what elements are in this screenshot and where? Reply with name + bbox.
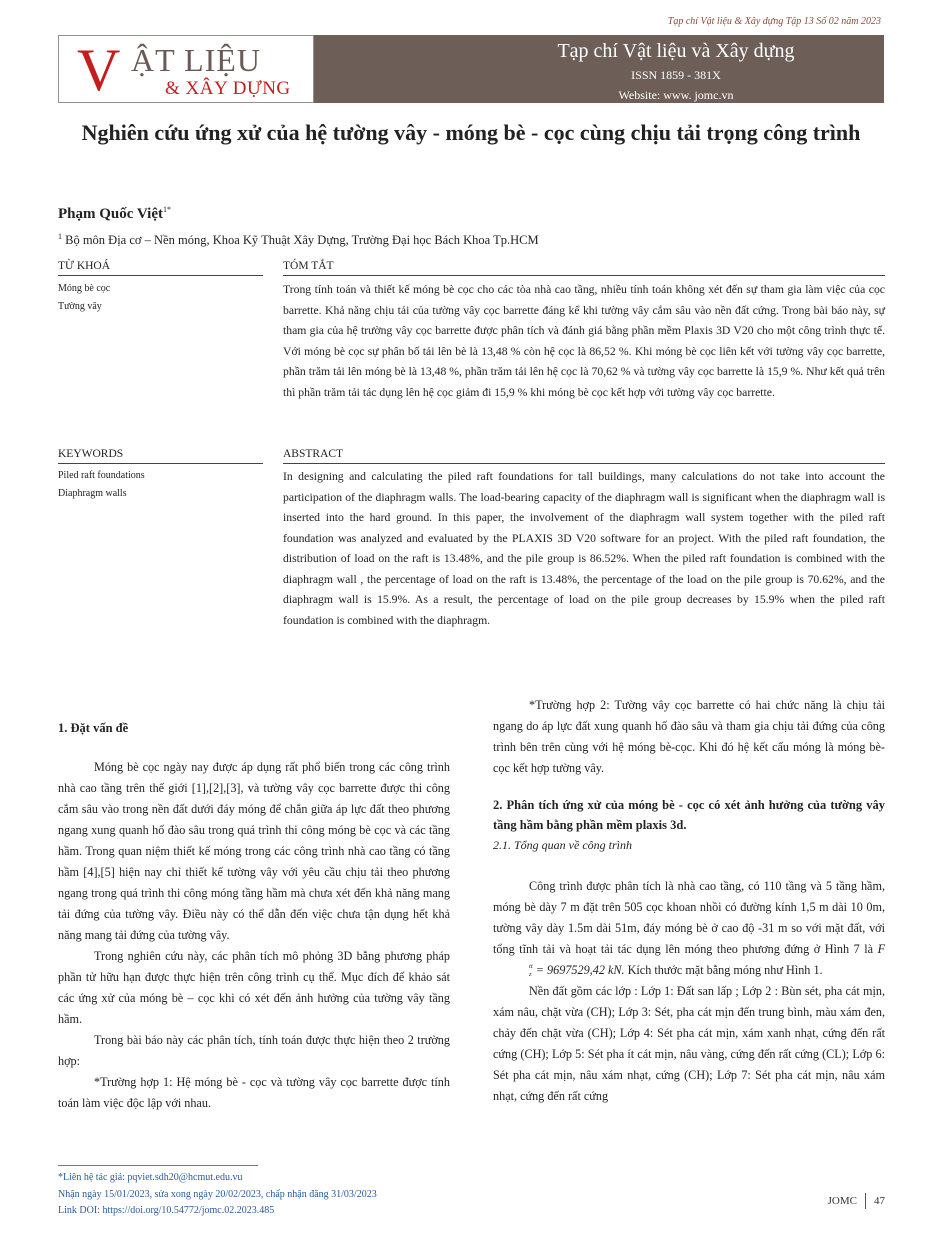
subsection-2-1-heading: 2.1. Tổng quan về công trình xyxy=(493,838,632,852)
keywords-en-heading: KEYWORDS xyxy=(58,448,263,464)
running-head: Tạp chí Vật liệu & Xây dựng Tập 13 Số 02 năm 2023 xyxy=(667,16,881,27)
affiliation-text: Bộ môn Địa cơ – Nền móng, Khoa Kỹ Thuật Xây Dựng, Trường Đại học Bách Khoa Tp.HCM xyxy=(65,233,539,248)
logo-sub-text: & XÂY DỰNG xyxy=(165,78,291,99)
keyword-item: Diaphragm walls xyxy=(58,488,127,499)
keyword-item: Tường vây xyxy=(58,301,102,312)
paragraph xyxy=(493,876,885,981)
left-column xyxy=(58,718,450,1114)
received-dates: Nhận ngày 15/01/2023, sửa xong ngày 20/02/2023, chấp nhận đăng 31/03/2023 xyxy=(58,1188,377,1200)
author xyxy=(58,205,171,223)
abstract-en-text: In designing and calculating the piled raft foundations for tall buildings, many calculations do not take into account the participation of the diaphragm walls. The load-bearing capacity of the diaphragm wall is significant when the diaphragm wall is inserted into the hard ground. In this paper, the involvement of the diaphragm wall system together with the piled raft foundation was analyzed and evaluated by the PLAXIS 3D V20 software for an project. With the piled raft foundation, the distribution of load on the raft is 13.48%, and the pile group is 86.52%. When the piled raft foundation is combined with the diaphragm wall , the percentage of load on the raft is 13.48%, the percentage of the load on the pile group is 70.62%, and the diaphragm wall is 15.9%. As a result, the percentage of load on the pile group decreases by 15.9% when the piled raft foundation is combined with the diaphragm. xyxy=(283,470,885,627)
keywords-en-list xyxy=(58,467,145,503)
footer-journal: JOMC xyxy=(827,1195,857,1207)
right-column xyxy=(493,695,885,1107)
section-2-heading: 2. Phân tích ứng xử của móng bè - cọc có xét ảnh hưởng của tường vây tầng hầm bằng phần mềm plaxis 3d. xyxy=(493,798,885,832)
affiliation-mark: 1 xyxy=(58,232,62,241)
journal-website: Website: www. jomc.vn xyxy=(618,88,734,102)
summary-vi-heading: TÓM TẮT xyxy=(283,260,885,276)
footer-separator xyxy=(865,1193,866,1209)
author-name: Phạm Quốc Việt xyxy=(58,206,163,222)
abstract-en-heading: ABSTRACT xyxy=(283,448,885,464)
formula-sup: tt xyxy=(529,963,533,971)
paragraph: Nền đất gồm các lớp : Lớp 1: Đất san lấp ; Lớp 2 : Bùn sét, pha cát mịn, xám nâu, chặt vừa (CH); Lớp 3: Sét, pha cát mịn đến trung bình, màu xám đen, chảy đến chặt vừa (CH); Lớp 4: Sét pha cát mịn, xám xanh nhạt, cứng đến rất cứng (CH); Lớp 5: Sét pha ít cát mịn, nâu vàng, cứng đến rất cứng (CL); Lớp 6: Sét pha cát mịn, nâu xám nhạt, cứng (CH); Lớp 7: Sét pha cát mịn, nâu xám nhạt, cứng đến rất cứng xyxy=(493,984,885,1103)
summary-vi-text: Trong tính toán và thiết kế móng bè cọc cho các tòa nhà cao tầng, nhiều tính toán không xét đến sự tham gia làm việc của cọc barrette. Khả năng chịu tải của tường vây cọc barrette đáng kể khi tường vây cắm sâu vào nền đất cứng. Trong bài báo này, sự tham gia của hệ trường vây cọc barrette được phân tích và đánh giá bằng phần mềm Plaxis 3D V20 cho một công trình thực tế. Với móng bè cọc sự phân bố tải lên bè là 13,48 % còn hệ cọc là 86,52 %. Khi móng bè cọc liên kết với tường vây cọc barrette, phần trăm tải lên móng bè là 13,48 %, phần trăm tải lên hệ cọc là 70,62 % và tường vây cọc barrette là 15,9 %. Như kết quả trên thì phần trăm tải tác dụng lên hệ cọc giảm đi 15,9 % khi móng bè cọc kết hợp với tường vây cọc barrette. xyxy=(283,283,885,399)
doi-link[interactable]: Link DOI: https://doi.org/10.54772/jomc.02.2023.485 xyxy=(58,1205,275,1216)
page-footer xyxy=(828,1193,885,1209)
formula-symbol: F xyxy=(877,942,886,956)
journal-logo xyxy=(58,35,314,103)
paragraph: Móng bè cọc ngày nay được áp dụng rất phổ biến trong các công trình nhà cao tầng trên thế giới [1],[2],[3], và tường vây cọc barrette được thi công cắm sâu vào trong nền đất dưới đáy móng để chắn giữa áp lực đất theo phương ngang xung quanh hố đào sâu trong quá trình thi công móng bè cọc và các tầng hầm. Trong quan niệm thiết kế móng trong các công trình nhà cao tầng có tầng hầm [4],[5] hiện nay chỉ thiết kế tường vây với yêu cầu chịu tải theo phương ngang trong quá trình thi công móng tầng hầm mà chưa xét đến khả năng mang tải đứng của tường vây. Điều này có thể dẫn đến việc chưa tận dụng hết khả năng mang tải đứng của tường vây. xyxy=(58,760,450,942)
keywords-vi-heading: TỪ KHOÁ xyxy=(58,260,263,276)
paragraph-text: Kích thước mặt bằng móng như Hình 1. xyxy=(624,963,823,977)
journal-banner xyxy=(58,35,884,103)
journal-name: Tạp chí Vật liệu và Xây dựng xyxy=(557,40,795,62)
keyword-item: Piled raft foundations xyxy=(58,470,145,481)
paper-title: Nghiên cứu ứng xử của hệ tường vây - móng bè - cọc cùng chịu tải trọng công trình xyxy=(81,120,861,145)
journal-issn: ISSN 1859 - 381X xyxy=(631,68,721,82)
keyword-item: Móng bè cọc xyxy=(58,283,111,294)
author-mark: 1* xyxy=(163,205,171,214)
logo-letter: V xyxy=(77,37,121,103)
paragraph-text: Công trình được phân tích là nhà cao tầng, có 110 tầng và 5 tầng hầm, móng bè dày 7 m đặt trên 505 cọc khoan nhồi có đường kính 1,5 m dài 10 0m, tường vây dày 1.5m dài 51m, đáy móng bè ở cao độ -31 m so với mặt đất, với tổng tĩnh tải và hoạt tải tác dụng lên móng theo phương đứng ở Hình 7 là xyxy=(493,879,885,956)
paragraph: *Trường hợp 2: Tường vây cọc barrette có hai chức năng là chịu tải ngang do áp lực đất xung quanh hố đào sâu và tham gia chịu tải đứng của công trình bên trên cùng với hệ móng bè-cọc. Khi đó hệ kết cấu móng là móng bè-cọc kết hợp tường vây. xyxy=(493,698,885,775)
contact-email[interactable]: *Liên hệ tác giả: pqviet.sdh20@hcmut.edu.vu xyxy=(58,1172,243,1183)
footnote-rule xyxy=(58,1165,258,1166)
affiliation xyxy=(58,232,539,248)
paragraph: Trong bài báo này các phân tích, tính toán được thực hiện theo 2 trường hợp: xyxy=(58,1033,450,1068)
footnotes xyxy=(58,1170,377,1220)
formula-value: = 9697529,42 kN. xyxy=(535,963,625,977)
section-1-heading: 1. Đặt vấn đề xyxy=(58,721,129,735)
paragraph: Trong nghiên cứu này, các phân tích mô phỏng 3D bằng phương pháp phần tử hữu hạn được thực hiện trên công trình cụ thể. Mục đích để khảo sát các ứng xử của móng bè – cọc khi có xét đến ảnh hưởng của tường vây tầng hầm. xyxy=(58,949,450,1026)
formula-sub: z xyxy=(529,971,532,979)
keywords-vi-list xyxy=(58,280,110,316)
journal-info xyxy=(478,35,874,103)
page-number: 47 xyxy=(874,1195,885,1207)
logo-main-text: ẬT LIỆU xyxy=(131,42,261,78)
paragraph: *Trường hợp 1: Hệ móng bè - cọc và tường vây cọc barrette được tính toán làm việc độc lập với nhau. xyxy=(58,1075,450,1110)
